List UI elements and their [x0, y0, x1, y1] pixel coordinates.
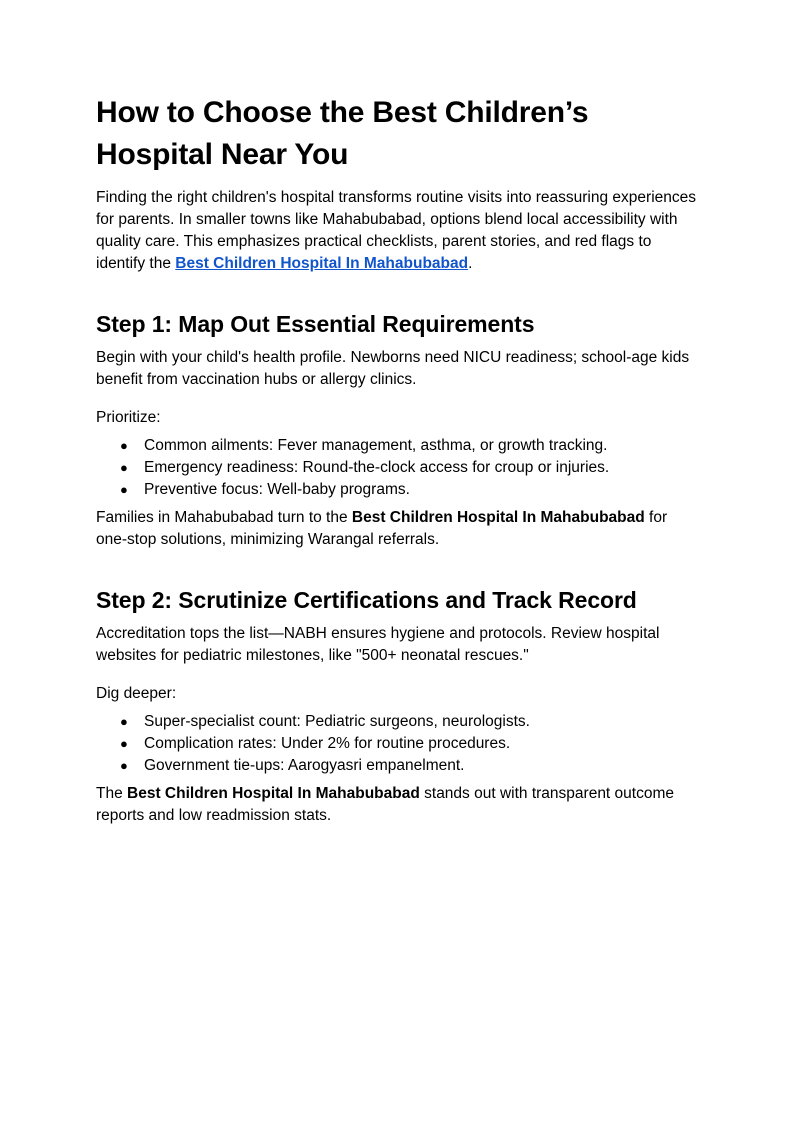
step2-closing-pre: The	[96, 785, 128, 802]
step1-closing	[96, 507, 696, 551]
best-hospital-link[interactable]: Best Children Hospital In Mahabubabad	[175, 255, 469, 272]
list-item	[96, 711, 696, 733]
step2-list	[96, 711, 696, 777]
bullet-icon: ●	[120, 758, 128, 773]
step1-closing-bold: Best Children Hospital In Mahabubabad	[351, 509, 645, 526]
step2-list-label: Dig deeper:	[96, 685, 177, 702]
document-page	[96, 92, 696, 827]
list-item	[96, 479, 696, 501]
step2-heading: Step 2: Scrutinize Certifications and Track Record	[96, 587, 637, 613]
step2-closing-bold: Best Children Hospital In Mahabubabad	[127, 785, 420, 802]
list-item	[96, 457, 696, 479]
bullet-icon: ●	[120, 714, 128, 729]
bullet-icon: ●	[120, 736, 128, 751]
step1-paragraph: Begin with your child's health profile. Newborns need NICU readiness; school-age kids benefit from vaccination hubs or allergy clinics.	[96, 349, 690, 388]
step1-heading: Step 1: Map Out Essential Requirements	[96, 311, 535, 337]
list-item	[96, 733, 696, 755]
list-item-text: Government tie-ups: Aarogyasri empanelment.	[144, 757, 465, 774]
step2-paragraph: Accreditation tops the list—NABH ensures hygiene and protocols. Review hospital websites for pediatric milestones, like "500+ neonatal rescues."	[96, 625, 660, 664]
list-item-text: Super-specialist count: Pediatric surgeons, neurologists.	[144, 713, 530, 730]
list-item	[96, 435, 696, 457]
list-item	[96, 755, 696, 777]
bullet-icon: ●	[120, 438, 128, 453]
intro-text: Finding the right children's hospital transforms routine visits into reassuring experiences for parents. In smaller towns like Mahabubabad, options blend local accessibility with quality care. This emphasizes practical checklists, parent stories, and red flags to identify the	[96, 189, 696, 272]
step1-list-label: Prioritize:	[96, 409, 161, 426]
step1-list	[96, 435, 696, 501]
list-item-text: Common ailments: Fever management, asthma, or growth tracking.	[144, 437, 608, 454]
page-title: How to Choose the Best Children’s Hospital Near You	[96, 96, 589, 171]
list-item-text: Preventive focus: Well-baby programs.	[144, 481, 410, 498]
step1-closing-post: for one-stop solutions, minimizing Warangal referrals.	[96, 509, 668, 548]
list-item-text: Complication rates: Under 2% for routine procedures.	[144, 735, 511, 752]
intro-paragraph	[96, 187, 696, 275]
intro-end: .	[468, 255, 473, 272]
list-item-text: Emergency readiness: Round-the-clock access for croup or injuries.	[144, 459, 610, 476]
step1-closing-pre: Families in Mahabubabad turn to the	[96, 509, 352, 526]
step2-closing-post: stands out with transparent outcome reports and low readmission stats.	[96, 785, 674, 824]
step2-closing	[96, 783, 696, 827]
bullet-icon: ●	[120, 460, 128, 475]
bullet-icon: ●	[120, 482, 128, 497]
